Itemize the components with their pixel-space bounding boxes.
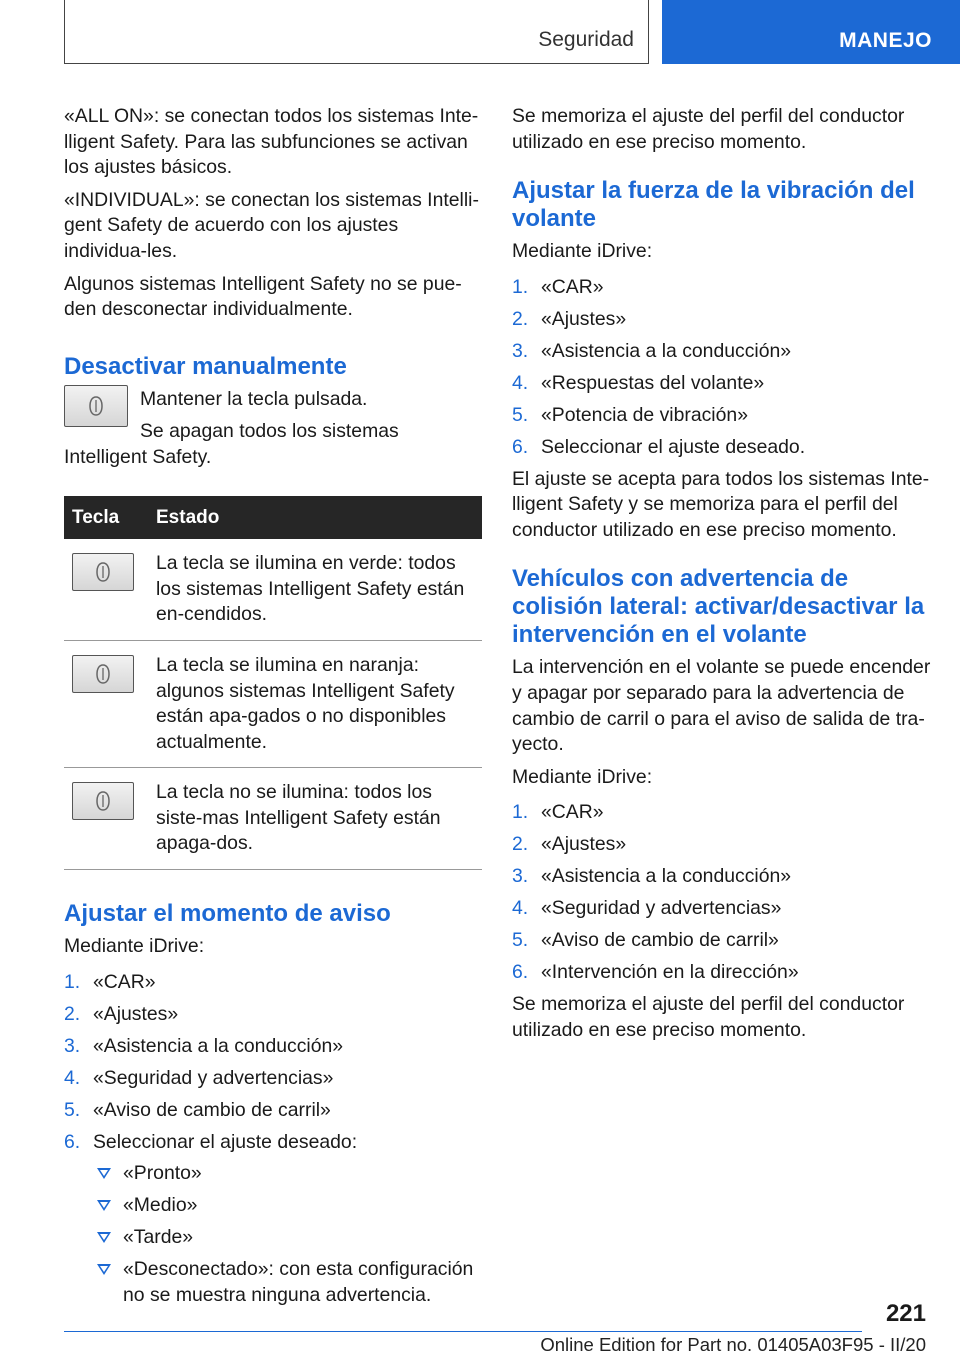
- table-row: [64, 640, 482, 767]
- header-section-box: [64, 0, 649, 64]
- step-text: «Asistencia a la conducción»: [541, 865, 792, 888]
- list-item: [512, 339, 932, 365]
- triangle-bullet-icon: [97, 1200, 111, 1211]
- list-item: [512, 800, 932, 826]
- colision-paragraph: La intervención en el volante se puede encender y apagar por separado para la advertencia de cambio de carril o para el aviso de salida de tra-yecto.: [512, 656, 931, 756]
- step-number: 3.: [512, 865, 529, 888]
- step-text: «Asistencia a la conducción»: [541, 339, 792, 362]
- step-text: «Ajustes»: [93, 1002, 179, 1025]
- left-column: [64, 104, 482, 1315]
- intelligent-safety-button-icon: [72, 655, 134, 693]
- intro-paragraph-note: Algunos sistemas Intelligent Safety no se pue-den desconectar individualmente.: [64, 272, 462, 321]
- step-number: 1.: [512, 275, 529, 298]
- table-header-tecla: Tecla: [64, 496, 148, 540]
- momento-intro: Mediante iDrive:: [64, 935, 205, 958]
- step-text: «Potencia de vibración»: [541, 403, 748, 426]
- intelligent-safety-button-icon: [64, 385, 128, 427]
- list-item: [64, 1066, 482, 1092]
- step-number: 6.: [512, 435, 529, 458]
- list-item: [64, 970, 482, 996]
- list-item: [64, 1034, 482, 1060]
- step-number: 1.: [512, 801, 529, 824]
- desactivar-paragraph-1: Mantener la tecla pulsada.: [140, 387, 368, 410]
- step-text: «Intervención en la dirección»: [541, 961, 799, 984]
- list-item: [512, 896, 932, 922]
- list-item: [64, 1130, 482, 1309]
- step-text: «Aviso de cambio de carril»: [93, 1098, 331, 1121]
- list-item: [64, 1002, 482, 1028]
- header-section-title: Seguridad: [538, 28, 634, 51]
- step-number: 5.: [64, 1098, 81, 1121]
- list-item: [512, 403, 932, 429]
- step-text: «CAR»: [93, 970, 156, 993]
- list-item: [512, 275, 932, 301]
- list-item: [93, 1193, 482, 1219]
- step-number: 2.: [64, 1002, 81, 1025]
- table-row: [64, 539, 482, 640]
- step-text: Seleccionar el ajuste deseado.: [541, 435, 806, 458]
- option-text: «Pronto»: [123, 1162, 202, 1185]
- intelligent-safety-button-icon: [72, 553, 134, 591]
- option-text: «Tarde»: [123, 1226, 194, 1249]
- step-number: 4.: [64, 1066, 81, 1089]
- step-number: 5.: [512, 403, 529, 426]
- step-text: «CAR»: [541, 801, 604, 824]
- step-text: «Asistencia a la conducción»: [93, 1034, 344, 1057]
- step-text: «Aviso de cambio de carril»: [541, 929, 779, 952]
- step-number: 3.: [512, 339, 529, 362]
- table-cell-state: La tecla no se ilumina: todos los siste-mas Intelligent Safety están apaga-dos.: [148, 768, 482, 870]
- momento-options-list: [93, 1161, 482, 1308]
- step-text: «Ajustes»: [541, 307, 627, 330]
- list-item: [93, 1225, 482, 1251]
- step-text: «Respuestas del volante»: [541, 371, 765, 394]
- right-column: [512, 104, 932, 1051]
- step-text: «CAR»: [541, 275, 604, 298]
- list-item: [512, 864, 932, 890]
- heading-vibracion: Ajustar la fuerza de la vibración del volante: [512, 177, 915, 233]
- step-number: 2.: [512, 307, 529, 330]
- list-item: [93, 1161, 482, 1187]
- header-chapter-tab[interactable]: [662, 0, 960, 64]
- option-text: «Medio»: [123, 1194, 198, 1217]
- footer-divider: [64, 1331, 862, 1332]
- step-text: «Seguridad y advertencias»: [541, 897, 782, 920]
- table-header-row: [64, 496, 482, 540]
- heading-desactivar: Desactivar manualmente: [64, 352, 347, 380]
- triangle-bullet-icon: [97, 1264, 111, 1275]
- momento-steps-list: [64, 970, 482, 1309]
- list-item: [512, 960, 932, 986]
- triangle-bullet-icon: [97, 1232, 111, 1243]
- colision-steps-list: [512, 800, 932, 986]
- list-item: [512, 371, 932, 397]
- step-text: Seleccionar el ajuste deseado:: [93, 1130, 358, 1153]
- intro-paragraph-individual: «INDIVIDUAL»: se conectan los sistemas Intelli-gent Safety de acuerdo con los ajustes individua-les.: [64, 188, 479, 262]
- step-number: 4.: [512, 897, 529, 920]
- colision-after-paragraph: Se memoriza el ajuste del perfil del conductor utilizado en ese preciso momento.: [512, 993, 905, 1041]
- list-item: [512, 928, 932, 954]
- list-item: [512, 307, 932, 333]
- key-status-table: [64, 496, 482, 871]
- page-number: 221: [885, 1300, 926, 1327]
- step-number: 4.: [512, 371, 529, 394]
- step-number: 1.: [64, 970, 81, 993]
- intelligent-safety-button-icon: [72, 782, 134, 820]
- desactivar-block: [64, 387, 482, 478]
- vibracion-after-paragraph: El ajuste se acepta para todos los sistemas Inte-lligent Safety y se memoriza para el perfil del conductor utilizado en ese preciso momento.: [512, 467, 930, 541]
- step-text: «Seguridad y advertencias»: [93, 1066, 334, 1089]
- step-number: 2.: [512, 833, 529, 856]
- option-text: «Desconectado»: con esta configuración no se muestra ninguna advertencia.: [123, 1258, 474, 1306]
- step-number: 5.: [512, 929, 529, 952]
- table-cell-state: La tecla se ilumina en naranja: algunos sistemas Intelligent Safety están apa-gados o no disponibles actualmente.: [148, 640, 482, 767]
- header-chapter-title: MANEJO: [839, 29, 932, 52]
- step-number: 3.: [64, 1034, 81, 1057]
- table-header-estado: Estado: [148, 496, 482, 540]
- heading-momento-aviso: Ajustar el momento de aviso: [64, 900, 391, 928]
- triangle-bullet-icon: [97, 1168, 111, 1179]
- profile-memory-paragraph: Se memoriza el ajuste del perfil del conductor utilizado en ese preciso momento.: [512, 105, 905, 153]
- intro-paragraph-all-on: «ALL ON»: se conectan todos los sistemas Inte-lligent Safety. Para las subfunciones se activan los ajustes básicos.: [64, 105, 479, 179]
- list-item: [93, 1257, 482, 1308]
- table-row: [64, 768, 482, 870]
- step-number: 6.: [512, 961, 529, 984]
- list-item: [512, 435, 932, 461]
- step-number: 6.: [64, 1130, 81, 1153]
- step-text: «Ajustes»: [541, 833, 627, 856]
- vibracion-intro: Mediante iDrive:: [512, 240, 653, 263]
- vibracion-steps-list: [512, 275, 932, 461]
- heading-colision-lateral: Vehículos con advertencia de colisión lateral: activar/desactivar la intervención en el volante: [512, 565, 925, 649]
- colision-intro: Mediante iDrive:: [512, 765, 653, 788]
- footer-edition-text: Online Edition for Part no. 01405A03F95 - II/20: [540, 1334, 926, 1355]
- table-cell-state: La tecla se ilumina en verde: todos los sistemas Intelligent Safety están en-cendidos.: [148, 539, 482, 640]
- desactivar-paragraph-2: Se apagan todos los sistemas Intelligent Safety.: [64, 420, 399, 468]
- list-item: [512, 832, 932, 858]
- list-item: [64, 1098, 482, 1124]
